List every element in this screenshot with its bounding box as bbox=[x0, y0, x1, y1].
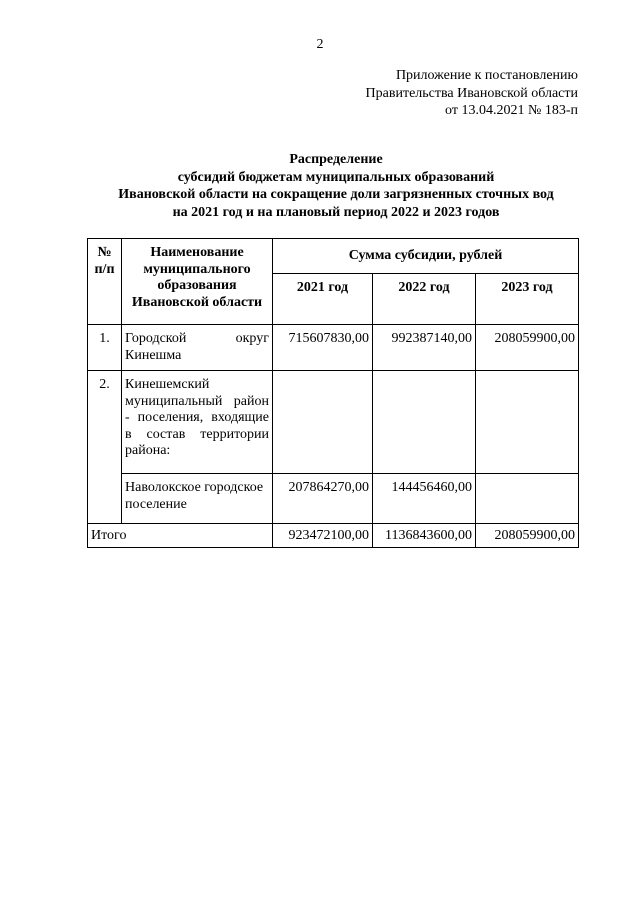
row-1-value-2021: 715607830,00 bbox=[273, 325, 373, 371]
table-header-row bbox=[88, 239, 579, 274]
row-1-number: 1. bbox=[88, 325, 122, 371]
row-1-value-2023: 208059900,00 bbox=[476, 325, 579, 371]
total-value-2021: 923472100,00 bbox=[273, 524, 373, 548]
row-2-name: Кинешемский муниципальный район - поселения, входящие в состав территории района: bbox=[122, 371, 273, 474]
header-number-abbrev: п/п bbox=[94, 261, 115, 277]
subsidy-table bbox=[87, 238, 579, 548]
total-value-2023: 208059900,00 bbox=[476, 524, 579, 548]
row-2-sub-value-2022: 144456460,00 bbox=[373, 474, 476, 524]
header-year-2022: 2022 год bbox=[373, 274, 476, 325]
appendix-line-2: Правительства Ивановской области bbox=[365, 85, 578, 101]
header-number-symbol: № bbox=[97, 245, 112, 260]
row-2-value-2023 bbox=[476, 371, 579, 474]
table-row bbox=[88, 325, 579, 371]
total-label: Итого bbox=[88, 524, 273, 548]
table-row bbox=[88, 474, 579, 524]
title-line-1: Распределение bbox=[289, 152, 383, 167]
total-value-2022: 1136843600,00 bbox=[373, 524, 476, 548]
table-total-row bbox=[88, 524, 579, 548]
appendix-line-1: Приложение к постановлению bbox=[395, 68, 578, 83]
table-row bbox=[88, 371, 579, 474]
row-2-sub-value-2021: 207864270,00 bbox=[273, 474, 373, 524]
row-1-name bbox=[122, 325, 273, 371]
row-1-name-line-1: Городской округ bbox=[125, 331, 269, 346]
header-number bbox=[88, 239, 122, 325]
row-1-value-2022: 992387140,00 bbox=[373, 325, 476, 371]
page-number: 2 bbox=[316, 37, 324, 52]
row-1-name-line-2: Кинешма bbox=[125, 347, 182, 363]
row-2-value-2021 bbox=[273, 371, 373, 474]
row-2-sub-name: Наволокское городское поселение bbox=[122, 474, 273, 524]
row-2-sub-value-2023 bbox=[476, 474, 579, 524]
header-municipality-name: Наименование муниципального образования Ивановской области bbox=[122, 239, 273, 325]
document-title bbox=[80, 151, 592, 221]
header-year-2021: 2021 год bbox=[273, 274, 373, 325]
title-line-4: на 2021 год и на плановый период 2022 и 2023 годов bbox=[172, 204, 500, 220]
appendix-line-3: от 13.04.2021 № 183-п bbox=[445, 103, 578, 118]
appendix-reference bbox=[278, 67, 578, 120]
row-2-value-2022 bbox=[373, 371, 476, 474]
header-year-2023: 2023 год bbox=[476, 274, 579, 325]
title-line-3: Ивановской области на сокращение доли загрязненных сточных вод bbox=[118, 187, 554, 202]
row-2-number: 2. bbox=[88, 371, 122, 524]
title-line-2: субсидий бюджетам муниципальных образований bbox=[177, 169, 495, 185]
header-subsidy-sum: Сумма субсидии, рублей bbox=[273, 239, 579, 274]
